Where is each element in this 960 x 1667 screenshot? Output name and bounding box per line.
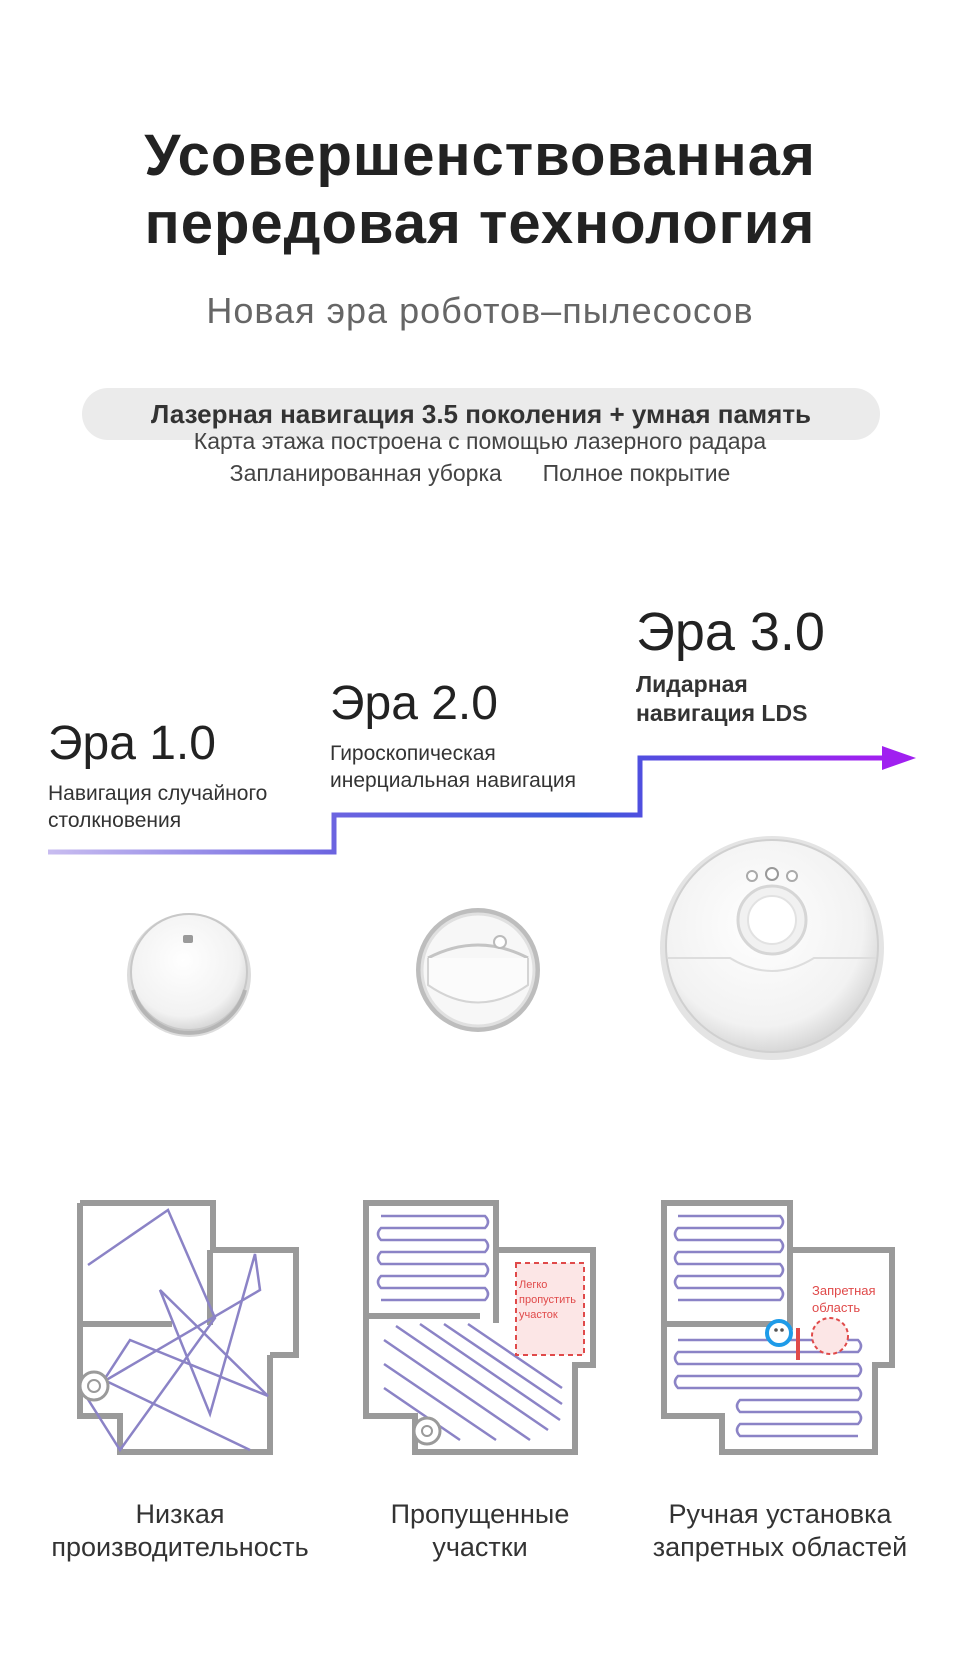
missed-note-1: Легко	[519, 1279, 548, 1291]
caption-3-line-2: запретных областей	[652, 1532, 908, 1562]
caption-1-line-1: Низкая	[135, 1499, 225, 1529]
era-2-desc-1: Гироскопическая	[330, 742, 496, 765]
missed-note-3: участок	[519, 1309, 558, 1321]
robot-era-1-icon	[127, 913, 251, 1037]
robot-era-2-icon	[416, 908, 540, 1032]
era-3-title: Эра 3.0	[636, 602, 825, 662]
forbidden-note-1: Запретная	[812, 1283, 876, 1298]
title-line-2: передовая технология	[144, 191, 816, 256]
missed-note-2: пропустить	[519, 1294, 576, 1306]
caption-map-2	[330, 1498, 630, 1564]
map-random-navigation	[80, 1203, 296, 1452]
era-3-desc-1: Лидарная	[636, 671, 748, 697]
page-subtitle: Новая эра роботов–пылесосов	[206, 290, 754, 331]
feature-coverage: Полное покрытие	[542, 460, 731, 486]
caption-2-line-1: Пропущенные	[390, 1499, 570, 1529]
caption-map-1	[20, 1498, 340, 1564]
era-1-desc-2: столкновения	[48, 809, 182, 832]
timeline-arrowhead	[882, 746, 916, 770]
era-1	[48, 716, 267, 834]
robot-era-3-icon	[660, 836, 884, 1060]
forbidden-area-note	[812, 1282, 892, 1316]
era-2-title: Эра 2.0	[330, 677, 498, 730]
map-forbidden-zone	[664, 1203, 892, 1452]
map-missed-areas	[366, 1203, 593, 1452]
caption-3-line-1: Ручная установка	[668, 1499, 892, 1529]
feature-line-1: Карта этажа построена с помощью лазерного радара	[193, 428, 767, 454]
forbidden-note-2: область	[812, 1300, 861, 1315]
caption-map-3	[620, 1498, 940, 1564]
missed-area-note	[519, 1278, 585, 1323]
era-1-desc-1: Навигация случайного	[48, 782, 268, 805]
era-3-desc-2: навигация LDS	[636, 700, 808, 726]
era-2	[330, 676, 576, 794]
caption-2-line-2: участки	[432, 1532, 528, 1562]
era-2-desc-2: инерциальная навигация	[330, 769, 576, 792]
feature-pill: Лазерная навигация 3.5 поколения + умная память	[82, 388, 880, 440]
title-line-1: Усовершенствованная	[144, 123, 816, 188]
caption-1-line-2: производительность	[51, 1532, 309, 1562]
feature-scheduled: Запланированная уборка	[229, 460, 502, 486]
era-3	[636, 604, 825, 728]
era-1-title: Эра 1.0	[48, 717, 216, 770]
